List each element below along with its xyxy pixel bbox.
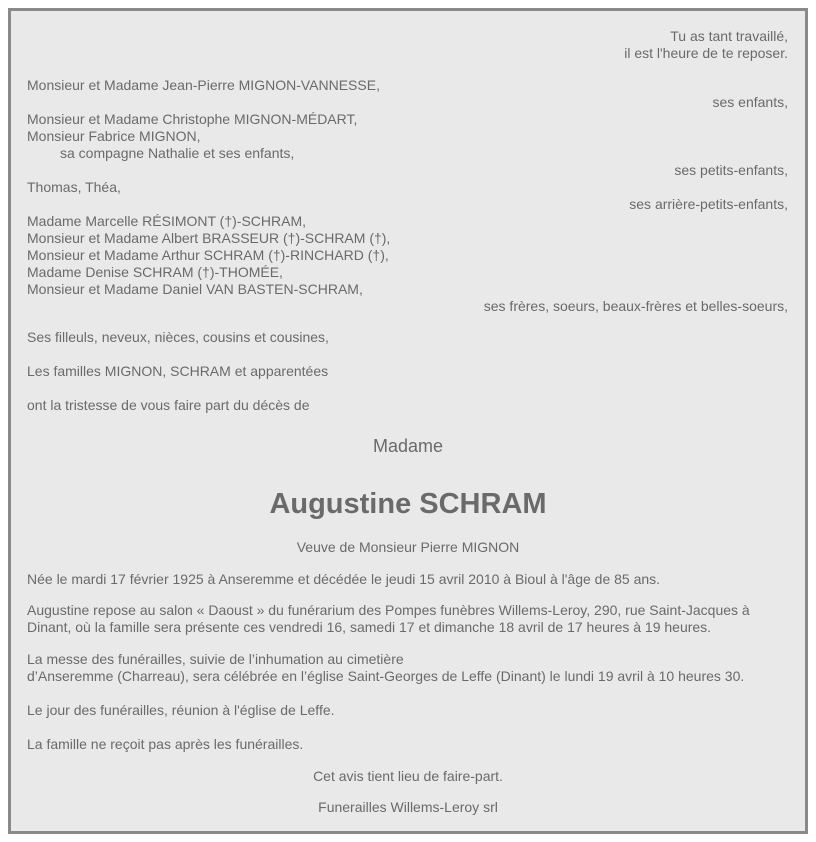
sibling-entry: Madame Marcelle RÉSIMONT (†)-SCHRAM,: [27, 213, 307, 229]
repose-line: Dinant, où la famille sera présente ces vendredi 16, samedi 17 et dimanche 18 avril de 17 heures à 19 heures.: [27, 619, 712, 635]
families-line: Les familles MIGNON, SCHRAM et apparentées: [27, 363, 329, 379]
announcement-line: ont la tristesse de vous faire part du décès de: [27, 397, 310, 413]
great-grandchildren-entry: Thomas, Théa,: [27, 179, 121, 195]
great-grandchildren-label: ses arrière-petits-enfants,: [629, 196, 788, 212]
sibling-entry: Monsieur et Madame Albert BRASSEUR (†)-SCHRAM (†),: [27, 230, 391, 246]
grandchild-entry: sa compagne Nathalie et ses enfants,: [60, 145, 295, 161]
godchildren-line: Ses filleuls, neveux, nièces, cousins et cousines,: [27, 329, 329, 345]
obituary-card: [8, 8, 808, 834]
deceased-name: Augustine SCHRAM: [269, 488, 547, 520]
quote-line-2: il est l'heure de te reposer.: [624, 45, 788, 61]
funeral-home-name: Funerailles Willems-Leroy srl: [318, 799, 498, 815]
deceased-civility: Madame: [372, 436, 444, 456]
children-label: ses enfants,: [712, 94, 788, 110]
notice-line: Cet avis tient lieu de faire-part.: [313, 768, 503, 784]
sibling-entry: Monsieur et Madame Daniel VAN BASTEN-SCHRAM,: [27, 281, 363, 297]
grandchild-entry: Monsieur et Madame Christophe MIGNON-MÉDART,: [27, 111, 358, 127]
repose-line: Augustine repose au salon « Daoust » du funérarium des Pompes funèbres Willems-Leroy, 290, rue Saint-Jacques à: [27, 602, 750, 618]
mass-line: d’Anseremme (Charreau), sera célébrée en l’église Saint-Georges de Leffe (Dinant) le lundi 19 avril à 10 heures 30.: [27, 668, 745, 684]
grandchild-entry: Monsieur Fabrice MIGNON,: [27, 128, 201, 144]
sibling-entry: Monsieur et Madame Arthur SCHRAM (†)-RINCHARD (†),: [27, 247, 389, 263]
grandchildren-label: ses petits-enfants,: [674, 162, 788, 178]
children-entry: Monsieur et Madame Jean-Pierre MIGNON-VANNESSE,: [27, 77, 380, 93]
sibling-entry: Madame Denise SCHRAM (†)-THOMÉE,: [27, 264, 283, 280]
siblings-label: ses frères, soeurs, beaux-frères et belles-soeurs,: [483, 298, 788, 314]
mass-line: La messe des funérailles, suivie de l’inhumation au cimetière: [27, 651, 404, 667]
quote-line-1: Tu as tant travaillé,: [670, 28, 788, 44]
birth-death-line: Née le mardi 17 février 1925 à Anseremme et décédée le jeudi 15 avril 2010 à Bioul à l'âge de 85 ans.: [27, 571, 661, 587]
no-reception-line: La famille ne reçoit pas après les funérailles.: [27, 736, 304, 752]
reunion-line: Le jour des funérailles, réunion à l'église de Leffe.: [27, 702, 335, 718]
widow-line: Veuve de Monsieur Pierre MIGNON: [296, 539, 520, 555]
